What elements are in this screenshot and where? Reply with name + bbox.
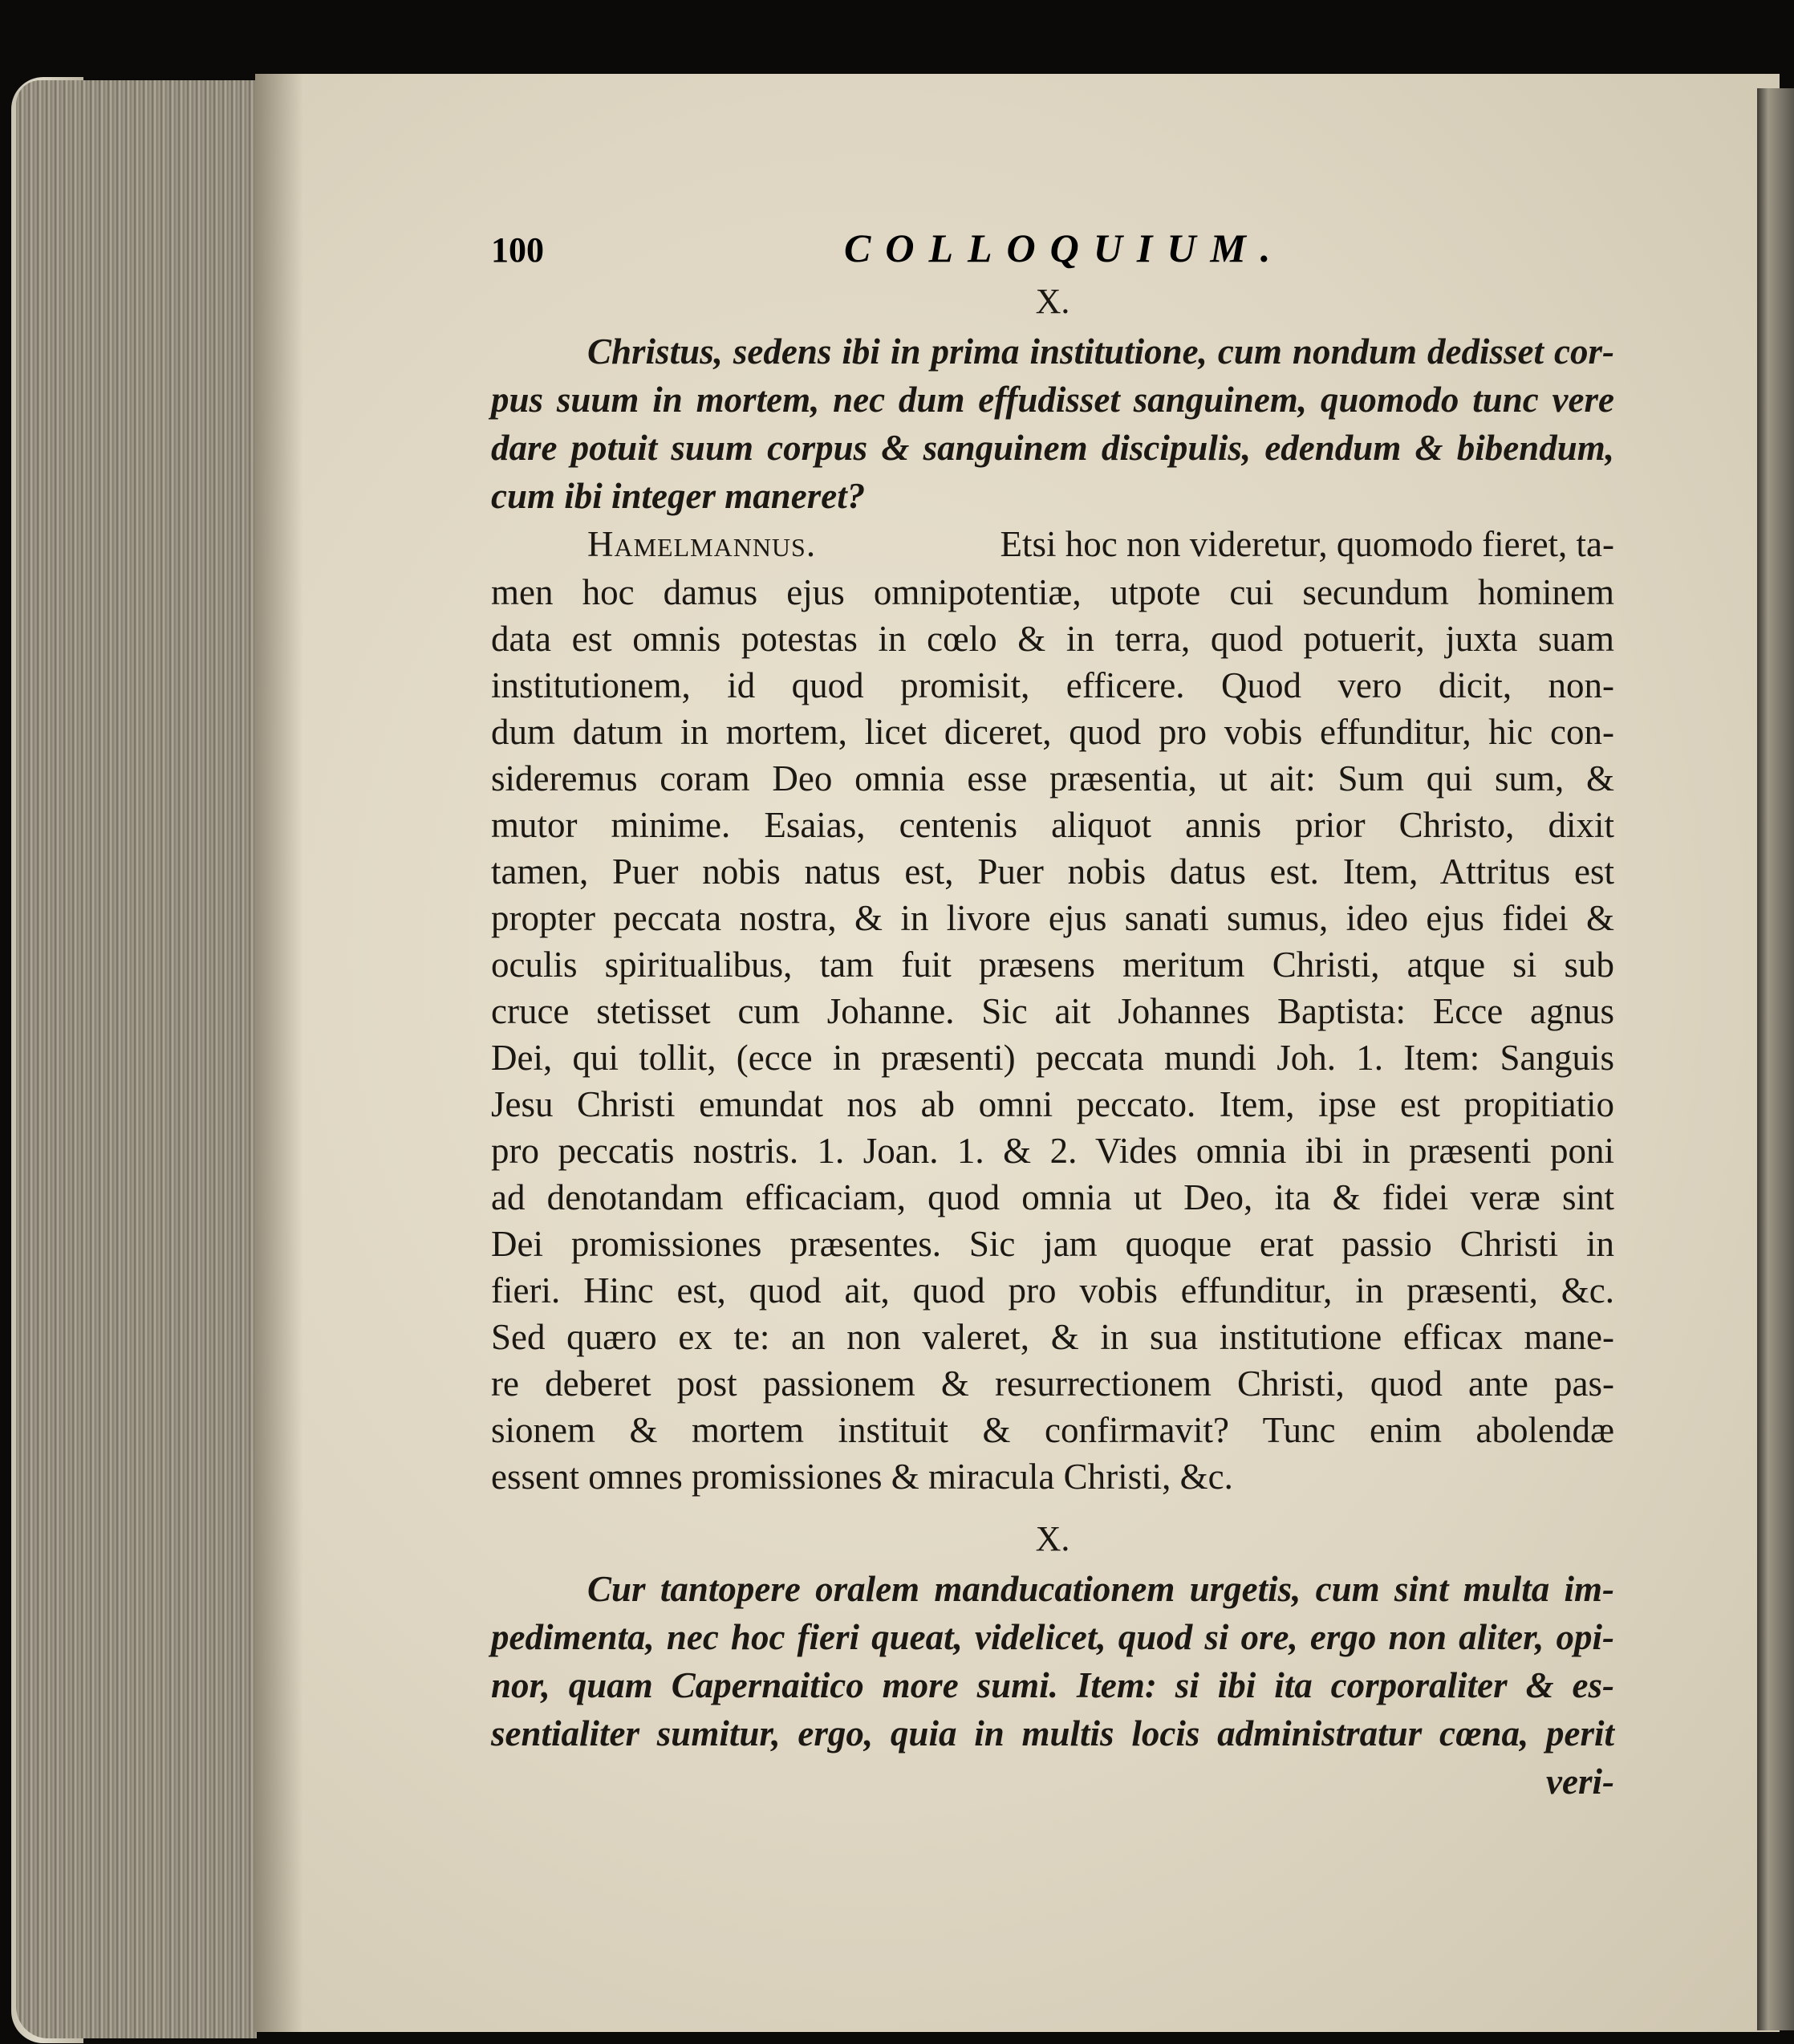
running-title: COLLOQUIUM. — [844, 226, 1285, 270]
answer-line: Dei, qui tollit, (ecce in præsenti) peccata mundi Joh. 1. Item: Sanguis — [491, 1038, 1614, 1078]
question-line: nor, quam Capernaitico more sumi. Item: si ibi ita corporaliter & es- — [491, 1665, 1614, 1705]
question-line: Christus, sedens ibi in prima institutione, cum nondum dedisset cor- — [587, 331, 1614, 372]
facing-page-edge — [1757, 88, 1794, 2030]
question-line: sentialiter sumitur, ergo, quia in multis locis administratur cœna, perit — [491, 1713, 1614, 1753]
answer-line: re deberet post passionem & resurrectionem Christi, quod ante pas- — [491, 1363, 1614, 1404]
question-line: Cur tantopere oralem manducationem urgetis, cum sint multa im- — [587, 1569, 1614, 1609]
catchword: veri- — [1546, 1762, 1614, 1802]
answer-first-line — [491, 522, 1614, 567]
section-heading: X. — [1035, 1519, 1070, 1558]
answer-line: propter peccata nostra, & in livore ejus sanati sumus, ideo ejus fidei & — [491, 898, 1614, 938]
question-line: cum ibi integer maneret? — [491, 476, 866, 516]
answer-line: oculis spiritualibus, tam fuit præsens meritum Christi, atque si sub — [491, 945, 1614, 985]
answer-line: sionem & mortem instituit & confirmavit? Tunc enim abolendæ — [491, 1410, 1614, 1450]
speaker-name: Hamelmannus. — [587, 524, 817, 564]
answer-line: mutor minime. Esaias, centenis aliquot annis prior Christo, dixit — [491, 805, 1614, 845]
answer-line: essent omnes promissiones & miracula Christi, &c. — [491, 1457, 1233, 1497]
answer-line: sideremus coram Deo omnia esse præsentia, ut ait: Sum qui sum, & — [491, 758, 1614, 799]
answer-line: institutionem, id quod promisit, efficere. Quod vero dicit, non- — [491, 665, 1614, 705]
question-line: pus suum in mortem, nec dum effudisset sanguinem, quomodo tunc vere — [491, 380, 1614, 420]
gutter-shadow — [255, 74, 303, 2032]
answer-line: Sed quæro ex te: an non valeret, & in sua institutione efficax mane- — [491, 1317, 1614, 1357]
section-heading: X. — [1035, 282, 1070, 321]
answer-line: Jesu Christi emundat nos ab omni peccato. Item, ipse est propitiatio — [491, 1084, 1614, 1124]
answer-line: cruce stetisset cum Johanne. Sic ait Johannes Baptista: Ecce agnus — [491, 991, 1614, 1031]
question-line: pedimenta, nec hoc fieri queat, videlicet, quod si ore, ergo non aliter, opi- — [491, 1617, 1614, 1657]
running-head — [491, 225, 1614, 281]
answer-line: dum datum in mortem, licet diceret, quod pro vobis effunditur, hic con- — [491, 712, 1614, 752]
answer-line: pro peccatis nostris. 1. Joan. 1. & 2. Vides omnia ibi in præsenti poni — [491, 1131, 1614, 1171]
page-block-edge — [16, 80, 257, 2038]
question-line: dare potuit suum corpus & sanguinem discipulis, edendum & bibendum, — [491, 428, 1614, 468]
answer-line: data est omnis potestas in cœlo & in terra, quod potuerit, juxta suam — [491, 619, 1614, 659]
answer-line: men hoc damus ejus omnipotentiæ, utpote cui secundum hominem — [491, 572, 1614, 612]
answer-line: tamen, Puer nobis natus est, Puer nobis datus est. Item, Attritus est — [491, 851, 1614, 892]
answer-line: Dei promissiones præsentes. Sic jam quoque erat passio Christi in — [491, 1224, 1614, 1264]
page-number: 100 — [491, 230, 544, 270]
answer-line: Etsi hoc non videretur, quomodo fieret, ta- — [1000, 524, 1614, 564]
answer-line: fieri. Hinc est, quod ait, quod pro vobis effunditur, in præsenti, &c. — [491, 1270, 1614, 1311]
answer-line: ad denotandam efficaciam, quod omnia ut Deo, ita & fidei veræ sint — [491, 1177, 1614, 1217]
